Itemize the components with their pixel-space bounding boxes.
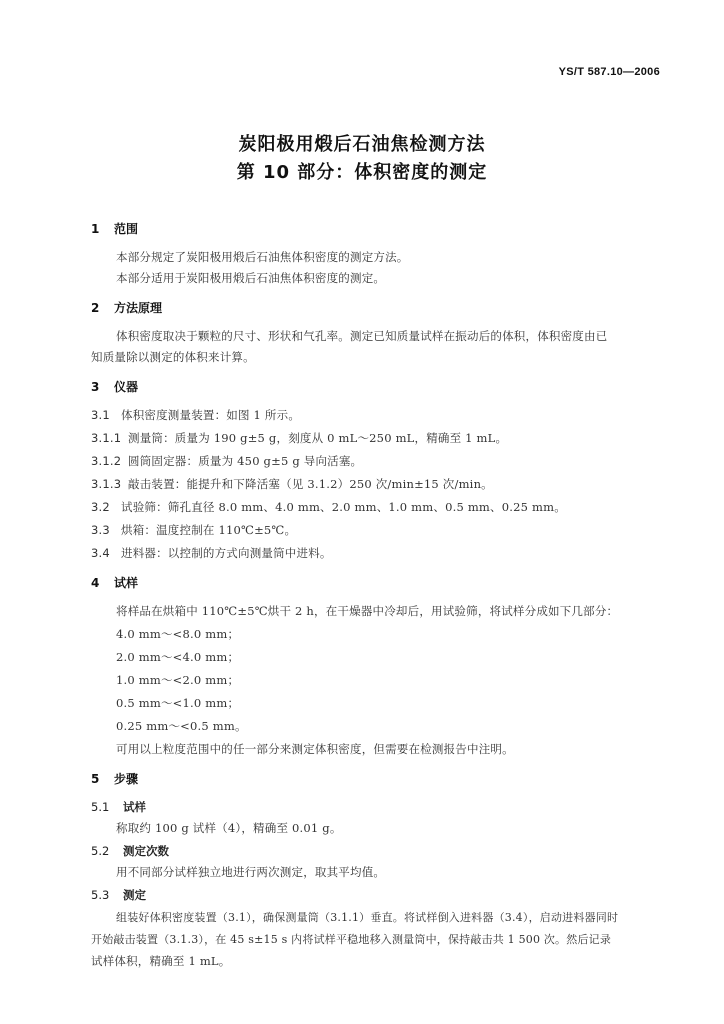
document-title: 炭阳极用煅后石油焦检测方法 bbox=[238, 134, 486, 155]
section-title: 试样 bbox=[114, 576, 139, 590]
section-title: 步骤 bbox=[114, 772, 139, 786]
subsection-number: 5.3 bbox=[91, 888, 110, 902]
paragraph-line: 组装好体积密度装置（3.1），确保测量筒（3.1.1）垂直。将试样倒入进料器（3.4），启动进料器同时 bbox=[116, 911, 619, 924]
item-text: 圆筒固定器：质量为 450 g±5 g 导向活塞。 bbox=[128, 454, 363, 468]
item-number: 3.2 bbox=[91, 500, 110, 514]
paragraph-line: 体积密度取决于颗粒的尺寸、形状和气孔率。测定已知质量试样在振动后的体积，体积密度由已 bbox=[116, 329, 608, 343]
section-title: 方法原理 bbox=[114, 301, 163, 315]
list-item bbox=[91, 476, 493, 492]
section-4-heading bbox=[91, 574, 138, 591]
list-item bbox=[91, 522, 296, 538]
paragraph: 用不同部分试样独立地进行两次测定，取其平均值。 bbox=[116, 865, 386, 879]
paragraph: 称取约 100 g 试样（4），精确至 0.01 g。 bbox=[116, 821, 342, 835]
section-5-heading bbox=[91, 770, 138, 787]
list-item bbox=[91, 545, 332, 561]
section-2-heading bbox=[91, 299, 162, 316]
section-number: 3 bbox=[91, 380, 100, 394]
paragraph: 将样品在烘箱中 110℃±5℃烘干 2 h，在干燥器中冷却后，用试验筛，将试样分成如下几部分： bbox=[116, 604, 619, 618]
subsection-title: 试样 bbox=[123, 800, 146, 814]
paragraph: 本部分适用于炭阳极用煅后石油焦体积密度的测定。 bbox=[116, 271, 386, 285]
section-3-heading bbox=[91, 378, 138, 395]
list-item bbox=[91, 499, 566, 515]
section-number: 1 bbox=[91, 222, 100, 236]
size-range: 0.25 mm～<0.5 mm。 bbox=[116, 719, 247, 733]
standard-code: YS/T 587.10—2006 bbox=[558, 66, 660, 78]
size-range: 2.0 mm～<4.0 mm； bbox=[116, 650, 240, 664]
size-range: 0.5 mm～<1.0 mm； bbox=[116, 696, 240, 710]
item-number: 3.3 bbox=[91, 523, 110, 537]
item-number: 3.4 bbox=[91, 546, 110, 560]
list-item bbox=[91, 407, 300, 423]
item-text: 烘箱：温度控制在 110℃±5℃。 bbox=[121, 523, 297, 537]
paragraph-line: 开始敲击装置（3.1.3），在 45 s±15 s 内将试样平稳地移入测量筒中，保持敲击共 1 500 次。然后记录 bbox=[91, 933, 612, 946]
item-text: 敲击装置：能提升和下降活塞（见 3.1.2）250 次/min±15 次/min。 bbox=[128, 477, 493, 491]
paragraph-line: 试样体积，精确至 1 mL。 bbox=[91, 954, 231, 968]
list-item bbox=[91, 430, 507, 446]
size-range: 4.0 mm～<8.0 mm； bbox=[116, 627, 240, 641]
item-text: 体积密度测量装置：如图 1 所示。 bbox=[121, 408, 301, 422]
subsection-heading bbox=[91, 887, 146, 903]
document-subtitle: 第 10 部分：体积密度的测定 bbox=[236, 162, 488, 183]
subsection-number: 5.1 bbox=[91, 800, 110, 814]
section-number: 4 bbox=[91, 576, 100, 590]
section-number: 5 bbox=[91, 772, 100, 786]
item-number: 3.1.3 bbox=[91, 477, 122, 491]
item-text: 测量筒：质量为 190 g±5 g，刻度从 0 mL～250 mL，精确至 1 mL。 bbox=[128, 431, 508, 445]
size-range: 1.0 mm～<2.0 mm； bbox=[116, 673, 240, 687]
subsection-title: 测定次数 bbox=[123, 844, 169, 858]
paragraph-line: 知质量除以测定的体积来计算。 bbox=[91, 350, 255, 364]
item-number: 3.1 bbox=[91, 408, 110, 422]
item-number: 3.1.1 bbox=[91, 431, 122, 445]
section-title: 范围 bbox=[114, 222, 139, 236]
subsection-heading bbox=[91, 799, 146, 815]
section-title: 仪器 bbox=[114, 380, 139, 394]
section-number: 2 bbox=[91, 301, 100, 315]
item-text: 进料器：以控制的方式向测量筒中进料。 bbox=[121, 546, 332, 560]
subsection-title: 测定 bbox=[123, 888, 146, 902]
paragraph: 可用以上粒度范围中的任一部分来测定体积密度，但需要在检测报告中注明。 bbox=[116, 742, 514, 756]
list-item bbox=[91, 453, 362, 469]
subsection-number: 5.2 bbox=[91, 844, 110, 858]
section-1-heading bbox=[91, 220, 138, 237]
paragraph: 本部分规定了炭阳极用煅后石油焦体积密度的测定方法。 bbox=[116, 250, 409, 264]
item-number: 3.1.2 bbox=[91, 454, 122, 468]
item-text: 试验筛：筛孔直径 8.0 mm、4.0 mm、2.0 mm、1.0 mm、0.5 mm、0.25 mm。 bbox=[121, 500, 566, 514]
subsection-heading bbox=[91, 843, 169, 859]
